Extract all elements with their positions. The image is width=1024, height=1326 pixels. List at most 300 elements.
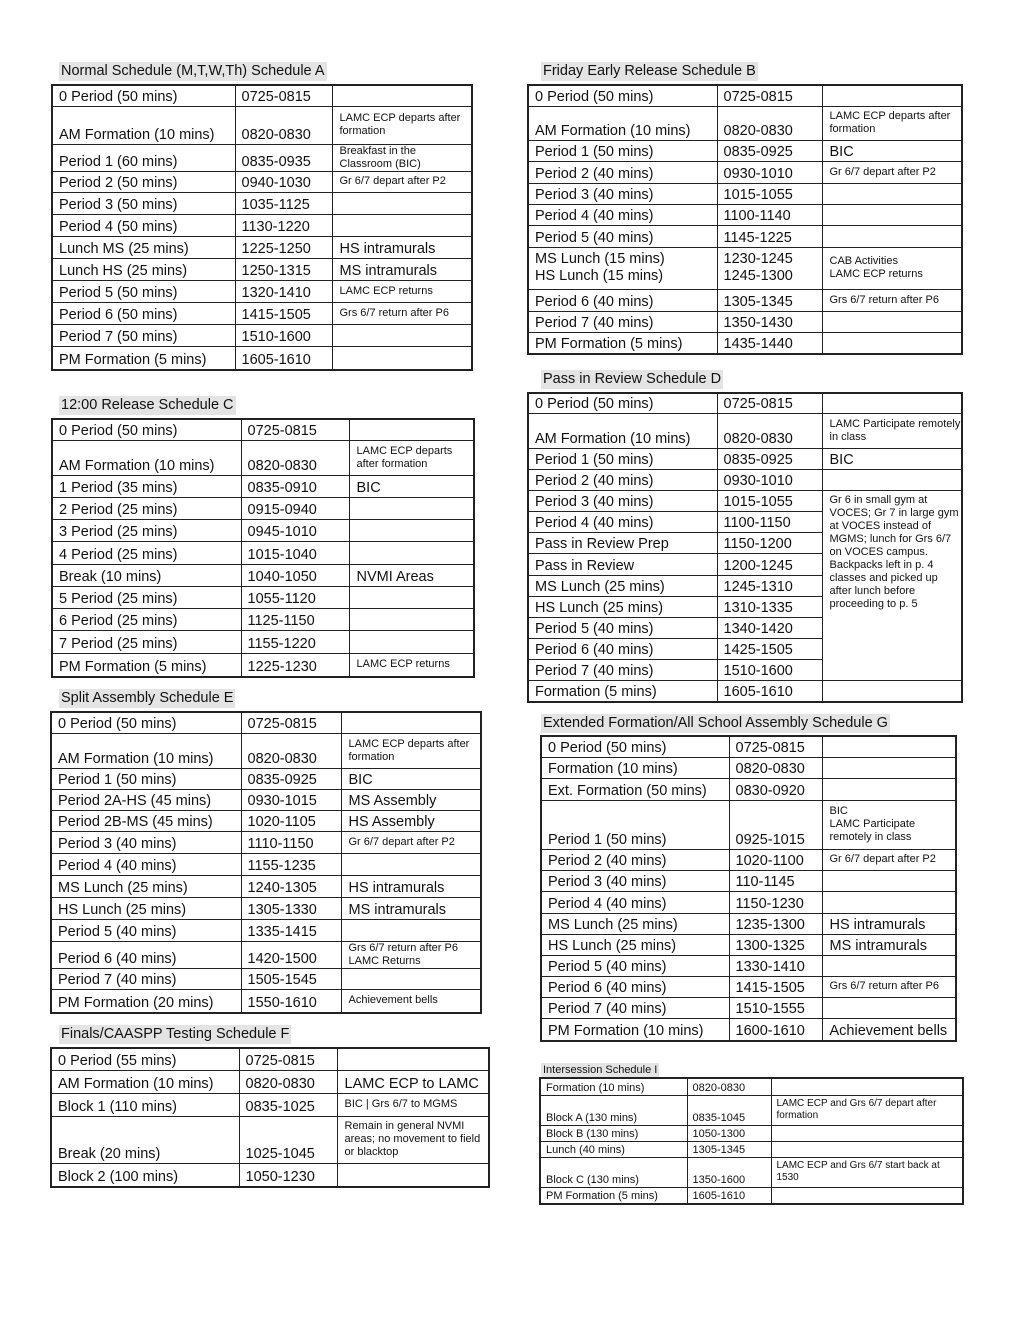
period-cell: PM Formation (5 mins) bbox=[528, 332, 717, 354]
note-cell: LAMC ECP departs after formation bbox=[341, 733, 481, 768]
period-cell: Block 2 (100 mins) bbox=[51, 1163, 239, 1187]
period-cell: Period 1 (50 mins) bbox=[528, 140, 717, 161]
time-cell: 0930-1010 bbox=[717, 469, 822, 490]
note-cell: MS intramurals bbox=[332, 258, 472, 280]
note-cell bbox=[822, 870, 956, 891]
note-cell bbox=[349, 541, 474, 564]
table-row bbox=[51, 712, 481, 733]
note-cell bbox=[332, 192, 472, 214]
time-cell: 1335-1415 bbox=[241, 919, 341, 941]
table-row bbox=[52, 171, 472, 192]
period-cell: 0 Period (50 mins) bbox=[528, 85, 717, 106]
time-cell: 1050-1230 bbox=[239, 1163, 337, 1187]
period-cell: Period 3 (40 mins) bbox=[528, 490, 717, 511]
period-cell: 0 Period (50 mins) bbox=[52, 419, 241, 440]
schedule-g-table bbox=[540, 735, 957, 1042]
table-row bbox=[52, 144, 472, 171]
period-cell: Period 7 (50 mins) bbox=[52, 324, 235, 346]
table-row bbox=[528, 183, 962, 204]
table-row bbox=[52, 519, 474, 541]
table-row bbox=[51, 875, 481, 897]
period-cell: AM Formation (10 mins) bbox=[51, 733, 241, 768]
note-cell: LAMC Participate remotely in class bbox=[822, 413, 962, 448]
time-cell: 0725-0815 bbox=[235, 85, 332, 106]
time-cell: 0835-0925 bbox=[717, 140, 822, 161]
note-cell bbox=[822, 85, 962, 106]
time-cell: 1015-1040 bbox=[241, 541, 349, 564]
period-cell: Period 3 (40 mins) bbox=[51, 831, 241, 853]
time-cell: 1605-1610 bbox=[687, 1187, 771, 1204]
table-row bbox=[541, 736, 956, 757]
schedule-title: Intersession Schedule I bbox=[543, 1064, 658, 1076]
table-row bbox=[528, 106, 962, 140]
time-cell: 1155-1235 bbox=[241, 853, 341, 875]
table-row bbox=[52, 192, 472, 214]
note-cell: BIC bbox=[349, 475, 474, 497]
table-row bbox=[52, 630, 474, 653]
period-cell: Block C (130 mins) bbox=[540, 1157, 687, 1187]
period-cell: 4 Period (25 mins) bbox=[52, 541, 241, 564]
table-row bbox=[52, 419, 474, 440]
table-row bbox=[51, 1116, 489, 1163]
time-cell: 110-1145 bbox=[729, 870, 822, 891]
note-cell: Breakfast in the Classroom (BIC) bbox=[332, 144, 472, 171]
note-cell bbox=[349, 497, 474, 519]
time-cell: 1020-1100 bbox=[729, 849, 822, 870]
note-cell: LAMC ECP returns bbox=[349, 653, 474, 677]
period-cell: Period 6 (40 mins) bbox=[51, 941, 241, 968]
time-cell: 1020-1105 bbox=[241, 810, 341, 831]
note-cell bbox=[349, 519, 474, 541]
schedule-title: Friday Early Release Schedule B bbox=[543, 63, 756, 79]
note-cell bbox=[332, 346, 472, 370]
note-cell: BIC bbox=[822, 448, 962, 469]
note-cell: LAMC ECP and Grs 6/7 depart after formation bbox=[771, 1095, 963, 1125]
time-cell: 0725-0815 bbox=[241, 712, 341, 733]
schedule-title: 12:00 Release Schedule C bbox=[61, 397, 234, 413]
schedule-title: Pass in Review Schedule D bbox=[543, 371, 722, 387]
table-row bbox=[51, 768, 481, 789]
time-cell: 1305-1345 bbox=[717, 289, 822, 311]
time-cell: 1425-1505 bbox=[717, 638, 822, 659]
table-row bbox=[540, 1078, 963, 1095]
table-row bbox=[51, 1048, 489, 1070]
schedule-d bbox=[541, 370, 723, 389]
time-cell: 1145-1225 bbox=[717, 225, 822, 247]
note-cell: Achievement bells bbox=[822, 1018, 956, 1041]
time-cell: 1230-1245 1245-1300 bbox=[717, 247, 822, 289]
table-row bbox=[541, 934, 956, 955]
note-cell bbox=[822, 891, 956, 913]
note-cell bbox=[341, 968, 481, 989]
period-cell: 6 Period (25 mins) bbox=[52, 608, 241, 630]
schedule-d-table bbox=[527, 392, 963, 703]
note-cell bbox=[341, 712, 481, 733]
period-cell: 0 Period (50 mins) bbox=[528, 393, 717, 413]
time-cell: 0725-0815 bbox=[241, 419, 349, 440]
time-cell: 0820-0830 bbox=[729, 757, 822, 778]
note-cell bbox=[349, 586, 474, 608]
period-cell: HS Lunch (25 mins) bbox=[541, 934, 729, 955]
period-cell: Block B (130 mins) bbox=[540, 1125, 687, 1141]
table-row bbox=[52, 586, 474, 608]
period-cell: MS Lunch (25 mins) bbox=[51, 875, 241, 897]
note-cell: Grs 6/7 return after P6 bbox=[332, 302, 472, 324]
time-cell: 1350-1600 bbox=[687, 1157, 771, 1187]
period-cell: Period 1 (50 mins) bbox=[51, 768, 241, 789]
schedule-title: Split Assembly Schedule E bbox=[61, 690, 234, 706]
period-cell: 0 Period (55 mins) bbox=[51, 1048, 239, 1070]
period-cell: 3 Period (25 mins) bbox=[52, 519, 241, 541]
period-cell: PM Formation (5 mins) bbox=[52, 346, 235, 370]
table-row bbox=[52, 653, 474, 677]
period-cell: HS Lunch (25 mins) bbox=[528, 596, 717, 617]
table-row bbox=[51, 810, 481, 831]
note-cell: Gr 6/7 depart after P2 bbox=[822, 161, 962, 183]
period-cell: 1 Period (35 mins) bbox=[52, 475, 241, 497]
time-cell: 0940-1030 bbox=[235, 171, 332, 192]
time-cell: 1340-1420 bbox=[717, 617, 822, 638]
note-cell bbox=[822, 204, 962, 225]
table-row bbox=[528, 225, 962, 247]
period-cell: Break (10 mins) bbox=[52, 564, 241, 586]
time-cell: 1050-1300 bbox=[687, 1125, 771, 1141]
time-cell: 0725-0815 bbox=[239, 1048, 337, 1070]
period-cell: Period 4 (40 mins) bbox=[541, 891, 729, 913]
note-cell bbox=[822, 757, 956, 778]
period-cell: PM Formation (20 mins) bbox=[51, 989, 241, 1013]
period-cell: Period 1 (60 mins) bbox=[52, 144, 235, 171]
period-cell: 7 Period (25 mins) bbox=[52, 630, 241, 653]
table-row bbox=[52, 608, 474, 630]
time-cell: 0835-0935 bbox=[235, 144, 332, 171]
note-cell: LAMC ECP departs after formation bbox=[349, 440, 474, 475]
schedule-i bbox=[541, 1060, 659, 1078]
note-cell bbox=[337, 1163, 489, 1187]
time-cell: 1320-1410 bbox=[235, 280, 332, 302]
table-row bbox=[51, 1163, 489, 1187]
table-row bbox=[528, 247, 962, 289]
period-cell: Period 5 (40 mins) bbox=[528, 225, 717, 247]
schedule-i-table bbox=[539, 1077, 964, 1205]
period-cell: Period 5 (40 mins) bbox=[51, 919, 241, 941]
time-cell: 1155-1220 bbox=[241, 630, 349, 653]
note-cell: MS intramurals bbox=[341, 897, 481, 919]
table-row bbox=[52, 258, 472, 280]
time-cell: 0835-1025 bbox=[239, 1093, 337, 1116]
table-row bbox=[528, 311, 962, 332]
period-cell: Period 6 (40 mins) bbox=[528, 289, 717, 311]
time-cell: 1100-1150 bbox=[717, 511, 822, 532]
time-cell: 0820-0830 bbox=[717, 106, 822, 140]
time-cell: 1015-1055 bbox=[717, 490, 822, 511]
note-cell: Gr 6/7 depart after P2 bbox=[822, 849, 956, 870]
period-cell: Pass in Review bbox=[528, 553, 717, 575]
period-cell: MS Lunch (25 mins) bbox=[528, 575, 717, 596]
table-row bbox=[51, 919, 481, 941]
period-cell: Period 1 (50 mins) bbox=[528, 448, 717, 469]
time-cell: 1015-1055 bbox=[717, 183, 822, 204]
time-cell: 1250-1315 bbox=[235, 258, 332, 280]
note-cell: LAMC ECP to LAMC bbox=[337, 1070, 489, 1093]
time-cell: 0820-0830 bbox=[687, 1078, 771, 1095]
table-row bbox=[52, 324, 472, 346]
period-cell: Period 3 (40 mins) bbox=[528, 183, 717, 204]
table-row bbox=[52, 106, 472, 144]
table-row bbox=[528, 393, 962, 413]
period-cell: Period 2 (40 mins) bbox=[528, 469, 717, 490]
period-cell: Period 2B-MS (45 mins) bbox=[51, 810, 241, 831]
time-cell: 1245-1310 bbox=[717, 575, 822, 596]
table-row bbox=[528, 490, 962, 511]
table-row bbox=[541, 891, 956, 913]
schedule-title: Normal Schedule (M,T,W,Th) Schedule A bbox=[61, 63, 325, 79]
table-row bbox=[528, 680, 962, 702]
period-cell: AM Formation (10 mins) bbox=[528, 106, 717, 140]
table-row bbox=[541, 849, 956, 870]
table-row bbox=[540, 1141, 963, 1157]
time-cell: 1150-1200 bbox=[717, 532, 822, 553]
table-row bbox=[51, 831, 481, 853]
note-cell bbox=[349, 630, 474, 653]
time-cell: 1435-1440 bbox=[717, 332, 822, 354]
period-cell: Period 7 (40 mins) bbox=[541, 997, 729, 1018]
note-cell: Gr 6 in small gym at VOCES; Gr 7 in large gym at VOCES instead of MGMS; lunch for Grs 6/7 on VOCES campus. Backpacks left in p. 4 classes and picked up after lunch before proceeding to p. 5 bbox=[822, 490, 962, 680]
table-row bbox=[51, 733, 481, 768]
time-cell: 1510-1555 bbox=[729, 997, 822, 1018]
note-cell: Remain in general NVMI areas; no movement to field or blacktop bbox=[337, 1116, 489, 1163]
time-cell: 1025-1045 bbox=[239, 1116, 337, 1163]
period-cell: Period 7 (40 mins) bbox=[528, 311, 717, 332]
period-cell: Period 5 (40 mins) bbox=[528, 617, 717, 638]
note-cell bbox=[332, 85, 472, 106]
time-cell: 1415-1505 bbox=[729, 976, 822, 997]
table-row bbox=[52, 564, 474, 586]
period-cell: Block 1 (110 mins) bbox=[51, 1093, 239, 1116]
time-cell: 1130-1220 bbox=[235, 214, 332, 236]
table-row bbox=[528, 469, 962, 490]
note-cell bbox=[822, 778, 956, 800]
time-cell: 1200-1245 bbox=[717, 553, 822, 575]
table-row bbox=[541, 976, 956, 997]
time-cell: 1605-1610 bbox=[717, 680, 822, 702]
period-cell: 0 Period (50 mins) bbox=[51, 712, 241, 733]
time-cell: 1305-1345 bbox=[687, 1141, 771, 1157]
time-cell: 0930-1010 bbox=[717, 161, 822, 183]
table-row bbox=[540, 1125, 963, 1141]
schedule-c bbox=[59, 396, 236, 415]
time-cell: 0945-1010 bbox=[241, 519, 349, 541]
note-cell: Achievement bells bbox=[341, 989, 481, 1013]
table-row bbox=[541, 800, 956, 849]
note-cell: Grs 6/7 return after P6 bbox=[822, 289, 962, 311]
time-cell: 1420-1500 bbox=[241, 941, 341, 968]
note-cell: LAMC ECP departs after formation bbox=[332, 106, 472, 144]
note-cell bbox=[332, 324, 472, 346]
schedule-a bbox=[59, 62, 327, 81]
period-cell: 5 Period (25 mins) bbox=[52, 586, 241, 608]
time-cell: 1235-1300 bbox=[729, 913, 822, 934]
time-cell: 0925-1015 bbox=[729, 800, 822, 849]
time-cell: 1300-1325 bbox=[729, 934, 822, 955]
time-cell: 0835-1045 bbox=[687, 1095, 771, 1125]
time-cell: 0820-0830 bbox=[241, 440, 349, 475]
time-cell: 0830-0920 bbox=[729, 778, 822, 800]
period-cell: PM Formation (5 mins) bbox=[52, 653, 241, 677]
period-cell: Period 5 (50 mins) bbox=[52, 280, 235, 302]
period-cell: Period 7 (40 mins) bbox=[51, 968, 241, 989]
time-cell: 1310-1335 bbox=[717, 596, 822, 617]
period-cell: 0 Period (50 mins) bbox=[52, 85, 235, 106]
time-cell: 1605-1610 bbox=[235, 346, 332, 370]
schedule-title: Finals/CAASPP Testing Schedule F bbox=[61, 1026, 290, 1042]
time-cell: 0725-0815 bbox=[729, 736, 822, 757]
table-row bbox=[541, 955, 956, 976]
note-cell bbox=[822, 393, 962, 413]
note-cell: Gr 6/7 depart after P2 bbox=[341, 831, 481, 853]
time-cell: 1305-1330 bbox=[241, 897, 341, 919]
time-cell: 1055-1120 bbox=[241, 586, 349, 608]
time-cell: 0820-0830 bbox=[239, 1070, 337, 1093]
period-cell: AM Formation (10 mins) bbox=[52, 106, 235, 144]
period-cell: Formation (10 mins) bbox=[540, 1078, 687, 1095]
note-cell: CAB Activities LAMC ECP returns bbox=[822, 247, 962, 289]
time-cell: 1550-1610 bbox=[241, 989, 341, 1013]
period-cell: Lunch (40 mins) bbox=[540, 1141, 687, 1157]
time-cell: 1125-1150 bbox=[241, 608, 349, 630]
note-cell: LAMC ECP departs after formation bbox=[822, 106, 962, 140]
table-row bbox=[541, 778, 956, 800]
note-cell: LAMC ECP returns bbox=[332, 280, 472, 302]
period-cell: Ext. Formation (50 mins) bbox=[541, 778, 729, 800]
table-row bbox=[540, 1187, 963, 1204]
time-cell: 1100-1140 bbox=[717, 204, 822, 225]
note-cell bbox=[771, 1125, 963, 1141]
period-cell: Period 7 (40 mins) bbox=[528, 659, 717, 680]
note-cell: Grs 6/7 return after P6 bbox=[822, 976, 956, 997]
schedule-e bbox=[59, 689, 235, 708]
time-cell: 0820-0830 bbox=[241, 733, 341, 768]
table-row bbox=[541, 997, 956, 1018]
table-row bbox=[51, 941, 481, 968]
table-row bbox=[51, 897, 481, 919]
period-cell: Period 6 (40 mins) bbox=[528, 638, 717, 659]
note-cell bbox=[771, 1187, 963, 1204]
period-cell: Period 4 (40 mins) bbox=[528, 204, 717, 225]
note-cell: HS intramurals bbox=[332, 236, 472, 258]
table-row bbox=[528, 289, 962, 311]
note-cell bbox=[822, 736, 956, 757]
period-cell: Period 1 (50 mins) bbox=[541, 800, 729, 849]
schedule-f bbox=[59, 1025, 291, 1044]
table-row bbox=[51, 1093, 489, 1116]
period-cell: Period 4 (50 mins) bbox=[52, 214, 235, 236]
period-cell: Formation (5 mins) bbox=[528, 680, 717, 702]
note-cell: BIC bbox=[341, 768, 481, 789]
table-row bbox=[51, 989, 481, 1013]
period-cell: Period 6 (40 mins) bbox=[541, 976, 729, 997]
table-row bbox=[541, 1018, 956, 1041]
table-row bbox=[52, 541, 474, 564]
note-cell bbox=[822, 332, 962, 354]
note-cell bbox=[822, 955, 956, 976]
period-cell: HS Lunch (25 mins) bbox=[51, 897, 241, 919]
table-row bbox=[540, 1095, 963, 1125]
table-row bbox=[528, 332, 962, 354]
schedule-title: Extended Formation/All School Assembly Schedule G bbox=[543, 715, 888, 731]
time-cell: 1350-1430 bbox=[717, 311, 822, 332]
note-cell: HS intramurals bbox=[341, 875, 481, 897]
table-row bbox=[528, 161, 962, 183]
note-cell bbox=[771, 1141, 963, 1157]
period-cell: Period 6 (50 mins) bbox=[52, 302, 235, 324]
time-cell: 0930-1015 bbox=[241, 789, 341, 810]
table-row bbox=[541, 870, 956, 891]
table-row bbox=[528, 204, 962, 225]
table-row bbox=[541, 913, 956, 934]
period-cell: Period 4 (40 mins) bbox=[51, 853, 241, 875]
note-cell: HS Assembly bbox=[341, 810, 481, 831]
schedule-c-table bbox=[51, 418, 475, 678]
period-cell: Period 2 (40 mins) bbox=[528, 161, 717, 183]
table-row bbox=[51, 789, 481, 810]
time-cell: 1110-1150 bbox=[241, 831, 341, 853]
schedule-a-table bbox=[51, 84, 473, 371]
table-row bbox=[540, 1157, 963, 1187]
period-cell: Period 2 (40 mins) bbox=[541, 849, 729, 870]
time-cell: 0725-0815 bbox=[717, 85, 822, 106]
period-cell: Formation (10 mins) bbox=[541, 757, 729, 778]
period-cell: AM Formation (10 mins) bbox=[528, 413, 717, 448]
table-row bbox=[52, 236, 472, 258]
time-cell: 0835-0910 bbox=[241, 475, 349, 497]
table-row bbox=[51, 968, 481, 989]
period-cell: MS Lunch (15 mins) HS Lunch (15 mins) bbox=[528, 247, 717, 289]
period-cell: Period 2 (50 mins) bbox=[52, 171, 235, 192]
period-cell: MS Lunch (25 mins) bbox=[541, 913, 729, 934]
table-row bbox=[528, 85, 962, 106]
time-cell: 0820-0830 bbox=[235, 106, 332, 144]
period-cell: Lunch MS (25 mins) bbox=[52, 236, 235, 258]
time-cell: 0725-0815 bbox=[717, 393, 822, 413]
note-cell bbox=[771, 1078, 963, 1095]
note-cell bbox=[349, 419, 474, 440]
table-row bbox=[52, 302, 472, 324]
period-cell: 0 Period (50 mins) bbox=[541, 736, 729, 757]
period-cell: Period 3 (40 mins) bbox=[541, 870, 729, 891]
table-row bbox=[52, 440, 474, 475]
time-cell: 1510-1600 bbox=[235, 324, 332, 346]
note-cell bbox=[332, 214, 472, 236]
note-cell: HS intramurals bbox=[822, 913, 956, 934]
note-cell: MS intramurals bbox=[822, 934, 956, 955]
period-cell: Period 4 (40 mins) bbox=[528, 511, 717, 532]
schedule-f-table bbox=[50, 1047, 490, 1188]
schedule-e-table bbox=[50, 711, 482, 1014]
table-row bbox=[52, 346, 472, 370]
note-cell bbox=[822, 997, 956, 1018]
time-cell: 0835-0925 bbox=[241, 768, 341, 789]
period-cell: Block A (130 mins) bbox=[540, 1095, 687, 1125]
note-cell: Gr 6/7 depart after P2 bbox=[332, 171, 472, 192]
period-cell: Period 3 (50 mins) bbox=[52, 192, 235, 214]
time-cell: 1505-1545 bbox=[241, 968, 341, 989]
note-cell: BIC LAMC Participate remotely in class bbox=[822, 800, 956, 849]
note-cell bbox=[822, 311, 962, 332]
period-cell: 2 Period (25 mins) bbox=[52, 497, 241, 519]
table-row bbox=[52, 280, 472, 302]
note-cell bbox=[822, 183, 962, 204]
